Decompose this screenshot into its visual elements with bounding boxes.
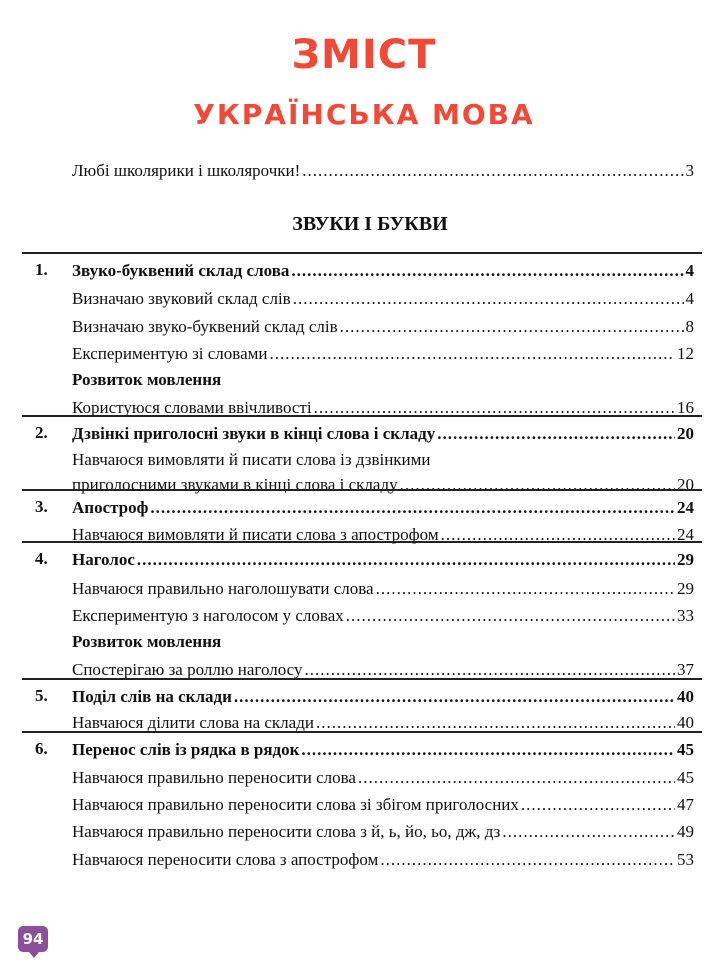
toc-entry-text: Навчаюся ділити слова на склади: [72, 713, 314, 732]
subsection-heading: Розвиток мовлення: [72, 370, 222, 389]
toc-entry-page: 20: [677, 424, 694, 443]
toc-entry-text: Поділ слів на склади: [72, 687, 232, 706]
dot-leader: [150, 497, 675, 519]
toc-entry-page: 49: [677, 822, 694, 841]
dot-leader: [302, 160, 683, 182]
toc-entry-text: Користуюся словами ввічливості: [72, 398, 312, 417]
subject-title: УКРАЇНСЬКА МОВА: [193, 98, 535, 131]
dot-leader: [293, 288, 684, 310]
dot-leader: [502, 821, 675, 843]
chapter-divider: [22, 415, 702, 417]
toc-entry-text: приголосними звуками в кінці слова і складу: [72, 475, 398, 494]
dot-leader: [380, 849, 675, 871]
toc-entry-text: Навчаюся правильно переносити слова: [72, 768, 356, 787]
dot-leader: [376, 578, 675, 600]
toc-entry-page: 8: [685, 317, 694, 336]
toc-entry-page: 29: [677, 550, 694, 569]
toc-entry[interactable]: [72, 601, 694, 627]
toc-entry[interactable]: [72, 763, 694, 789]
toc-entry[interactable]: [72, 574, 694, 600]
toc-entry-page: 12: [677, 344, 694, 363]
toc-intro-entry[interactable]: [72, 156, 694, 182]
toc-entry-text: Навчаюся правильно наголошувати слова: [72, 579, 374, 598]
chapter-number: 3.: [35, 497, 48, 516]
toc-chapter-entry[interactable]: [72, 545, 694, 571]
toc-entry[interactable]: [72, 845, 694, 871]
chapter-number: 4.: [35, 549, 48, 568]
dot-leader: [340, 316, 684, 338]
dot-leader: [346, 605, 675, 627]
toc-entry[interactable]: [72, 817, 694, 843]
toc-entry-text: Дзвінкі приголосні звуки в кінці слова і складу: [72, 424, 436, 443]
toc-entry-page: 16: [677, 398, 694, 417]
toc-chapter-entry[interactable]: [72, 256, 694, 282]
toc-chapter-entry[interactable]: [72, 735, 694, 761]
toc-entry-text: Визначаю звуковий склад слів: [72, 289, 291, 308]
chapter-divider: [22, 252, 702, 254]
dot-leader: [437, 423, 675, 445]
dot-leader: [291, 260, 683, 282]
toc-entry-page: 29: [677, 579, 694, 598]
toc-entry-text: Навчаюся переносити слова з апострофом: [72, 850, 379, 869]
toc-chapter-entry[interactable]: [72, 419, 694, 445]
toc-entry[interactable]: [72, 339, 694, 365]
dot-leader: [521, 794, 675, 816]
toc-entry-page: 4: [685, 261, 694, 280]
toc-chapter-entry[interactable]: [72, 493, 694, 519]
dot-leader: [269, 343, 675, 365]
dot-leader: [301, 739, 675, 761]
toc-entry[interactable]: [72, 312, 694, 338]
toc-entry-text: Експериментую зі словами: [72, 344, 268, 363]
dot-leader: [234, 686, 675, 708]
toc-entry-page: 40: [677, 713, 694, 732]
toc-entry-text: Апостроф: [72, 498, 149, 517]
chapter-number: 2.: [35, 423, 48, 442]
chapter-divider: [22, 731, 702, 733]
chapter-divider: [22, 678, 702, 680]
toc-entry-text-line1: Навчаюся вимовляти й писати слова із дзвінкими: [72, 450, 431, 469]
toc-entry-page: 45: [677, 768, 694, 787]
toc-entry-text: Спостерігаю за роллю наголосу: [72, 660, 303, 679]
toc-entry-text: Навчаюся правильно переносити слова зі збігом приголосних: [72, 795, 519, 814]
toc-entry-text: Перенос слів із рядка в рядок: [72, 740, 300, 759]
toc-entry-page: 45: [677, 740, 694, 759]
subsection-heading: Розвиток мовлення: [72, 632, 222, 651]
toc-entry-page: 33: [677, 606, 694, 625]
contents-title: ЗМІСТ: [291, 32, 437, 78]
toc-entry-page: 24: [677, 498, 694, 517]
toc-entry-page: 20: [677, 475, 694, 494]
chapter-divider: [22, 541, 702, 543]
section-heading: ЗВУКИ І БУКВИ: [292, 213, 448, 235]
toc-entry-text: Наголос: [72, 550, 135, 569]
toc-entry-text: Навчаюся вимовляти й писати слова з апострофом: [72, 525, 439, 544]
chapter-number: 1.: [35, 260, 48, 279]
dot-leader: [137, 549, 675, 571]
chapter-divider: [22, 489, 702, 491]
toc-entry-text: Любі школярики і школярочки!: [72, 161, 301, 180]
chapter-number: 6.: [35, 739, 48, 758]
toc-entry-text: Звуко-буквений склад слова: [72, 261, 290, 280]
toc-entry[interactable]: [72, 790, 694, 816]
toc-entry-text: Експериментую з наголосом у словах: [72, 606, 344, 625]
toc-entry-page: 3: [685, 161, 694, 180]
toc-entry-page: 53: [677, 850, 694, 869]
toc-entry-text: Визначаю звуко-буквений склад слів: [72, 317, 338, 336]
toc-entry[interactable]: [72, 284, 694, 310]
page-number-badge: 94: [18, 926, 48, 952]
toc-entry-text: Навчаюся правильно переносити слова з й, ь, йо, ьо, дж, дз: [72, 822, 501, 841]
toc-entry-page: 47: [677, 795, 694, 814]
toc-chapter-entry[interactable]: [72, 682, 694, 708]
dot-leader: [358, 767, 675, 789]
toc-entry-page: 4: [685, 289, 694, 308]
toc-entry-page: 37: [677, 660, 694, 679]
toc-entry-page: 24: [677, 525, 694, 544]
toc-entry-page: 40: [677, 687, 694, 706]
chapter-number: 5.: [35, 686, 48, 705]
